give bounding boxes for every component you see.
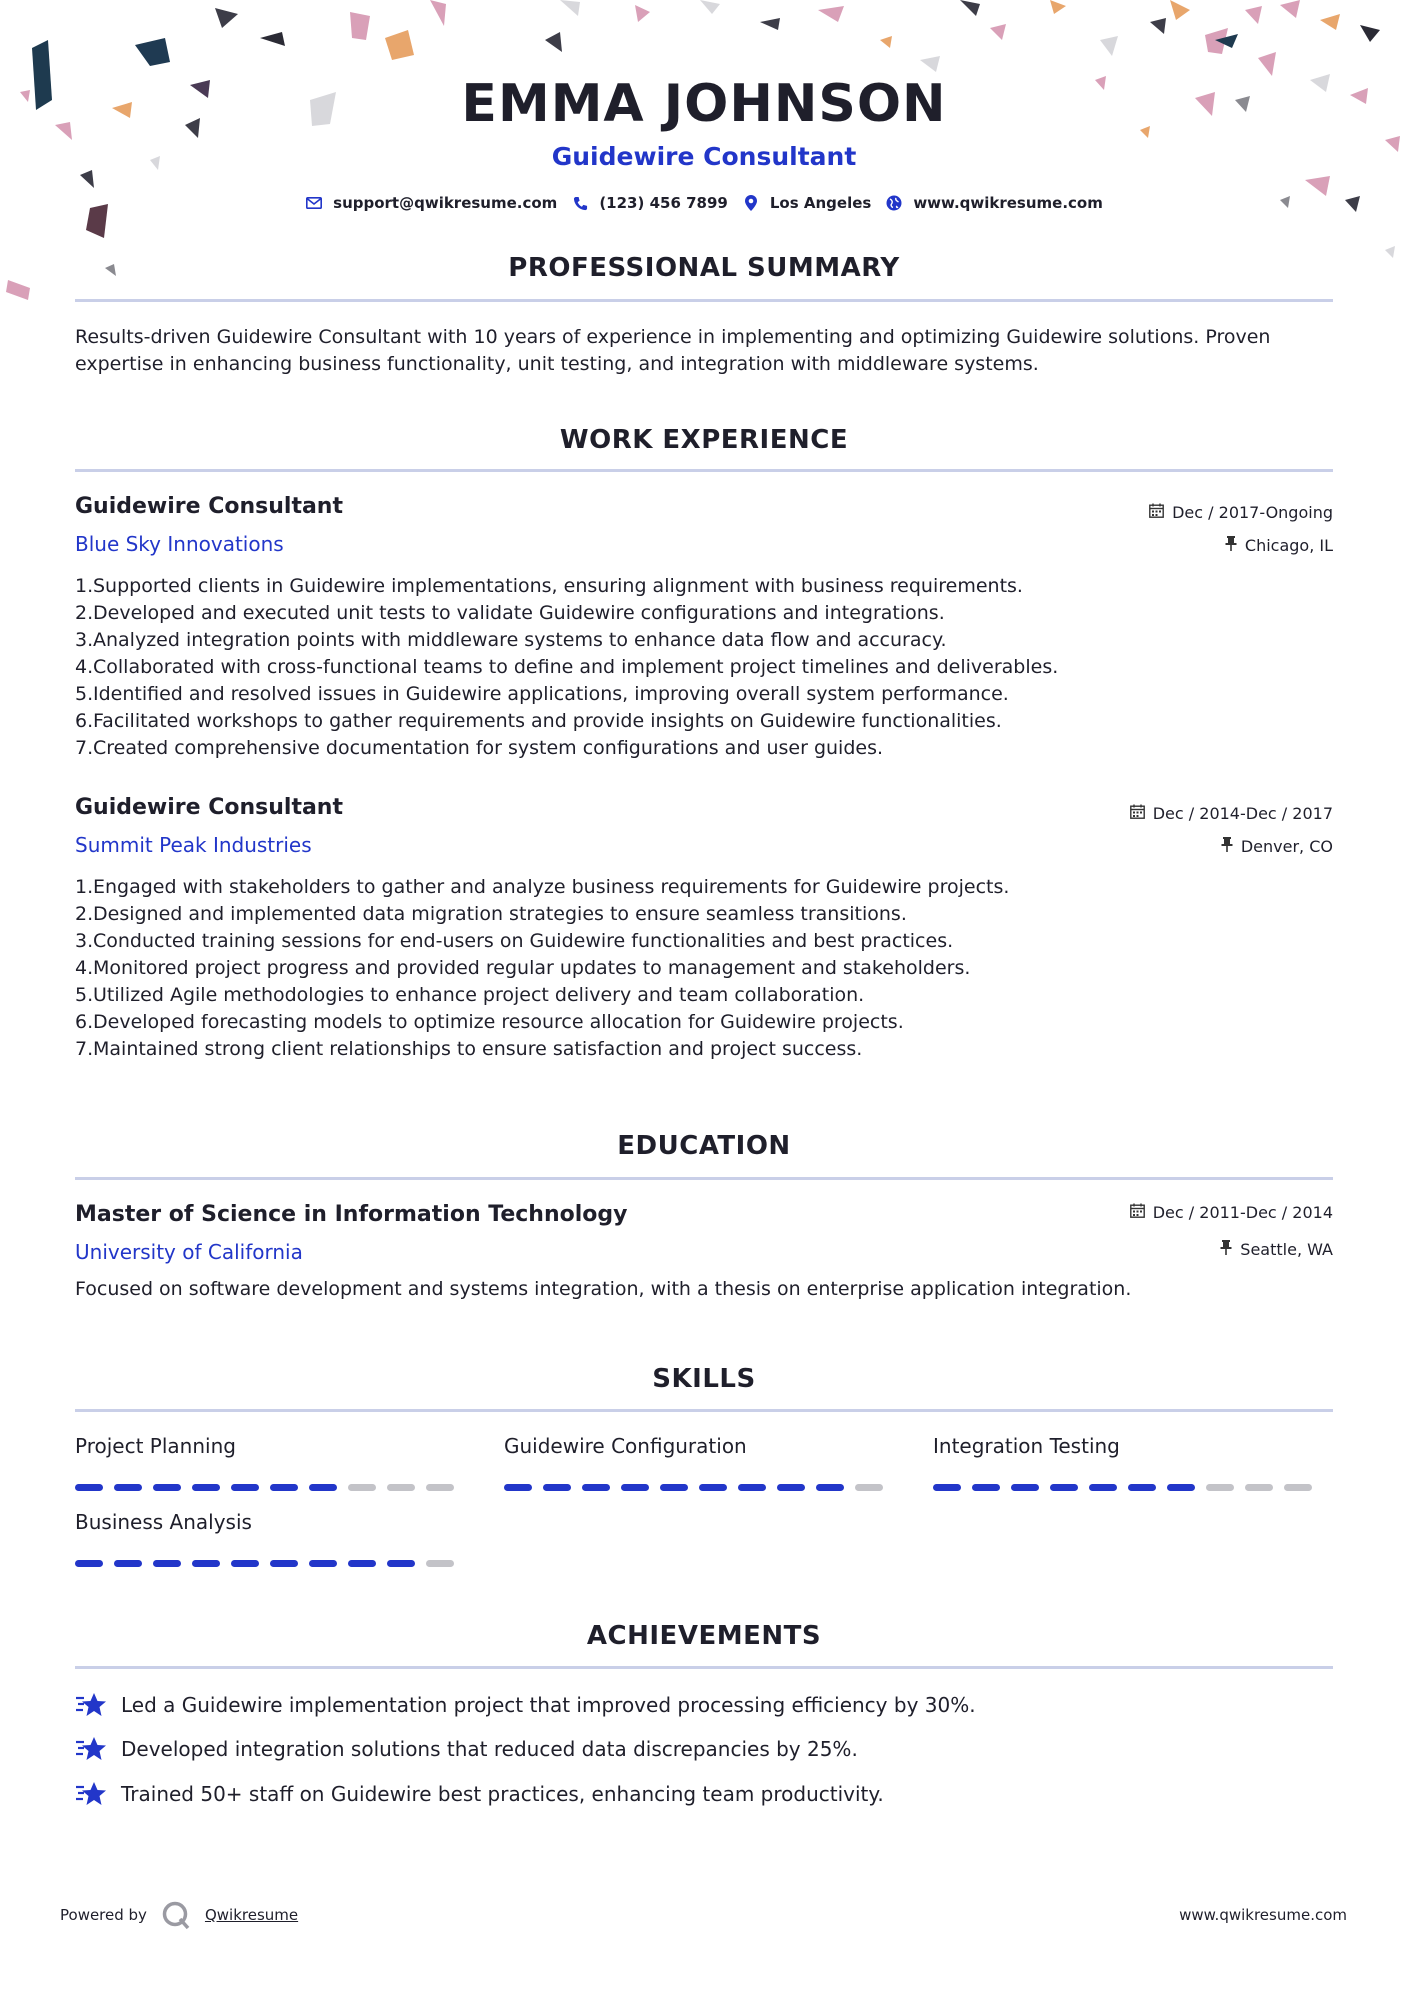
skill-level-bar xyxy=(75,1560,475,1567)
skill-segment-filled xyxy=(309,1560,337,1567)
calendar-icon xyxy=(1130,1203,1145,1222)
education-divider xyxy=(75,1177,1333,1180)
education-heading: EDUCATION xyxy=(617,1131,791,1161)
list-item: 6. Developed forecasting models to optimize resource allocation for Guidewire projects. xyxy=(75,1011,904,1033)
job-location-text: Denver, CO xyxy=(1240,837,1333,856)
job-responsibilities xyxy=(75,874,1333,1063)
school-name: University of California xyxy=(75,1240,303,1264)
skill-segment-filled xyxy=(933,1484,961,1491)
contact-website[interactable] xyxy=(885,194,1103,212)
map-pin-icon xyxy=(742,194,760,212)
achievement-text: Developed integration solutions that reduced data discrepancies by 25%. xyxy=(121,1737,858,1761)
skill-segment-filled xyxy=(114,1484,142,1491)
skill-segment-filled xyxy=(309,1484,337,1491)
skill-segment-filled xyxy=(270,1560,298,1567)
skill-segment-empty xyxy=(426,1560,454,1567)
star-icon xyxy=(75,1690,107,1720)
list-item: 2. Developed and executed unit tests to validate Guidewire configurations and integrations. xyxy=(75,602,945,624)
powered-by-label: Powered by xyxy=(60,1906,147,1924)
skill-item xyxy=(75,1509,475,1567)
skill-segment-empty xyxy=(387,1484,415,1491)
skill-segment-filled xyxy=(1011,1484,1039,1491)
skill-segment-empty xyxy=(855,1484,883,1491)
skill-segment-filled xyxy=(387,1560,415,1567)
skill-segment-filled xyxy=(1167,1484,1195,1491)
pushpin-icon xyxy=(1220,1240,1232,1259)
star-icon xyxy=(75,1779,107,1809)
candidate-title: Guidewire Consultant xyxy=(551,142,857,171)
list-item: 7. Created comprehensive documentation for system configurations and user guides. xyxy=(75,737,884,759)
summary-divider xyxy=(75,299,1333,302)
education-location-text: Seattle, WA xyxy=(1240,1240,1333,1259)
job-location xyxy=(1221,837,1333,856)
star-icon xyxy=(75,1734,107,1764)
list-item: 2. Designed and implemented data migration strategies to ensure seamless transitions. xyxy=(75,903,907,925)
achievements-divider xyxy=(75,1666,1333,1669)
job-company: Summit Peak Industries xyxy=(75,833,312,857)
skill-segment-filled xyxy=(777,1484,805,1491)
skill-segment-filled xyxy=(504,1484,532,1491)
skill-segment-filled xyxy=(1050,1484,1078,1491)
list-item: 7. Maintained strong client relationships to ensure satisfaction and project success. xyxy=(75,1038,863,1060)
contact-phone-text: (123) 456 7899 xyxy=(599,194,728,212)
calendar-icon xyxy=(1149,503,1164,522)
contact-website-text: www.qwikresume.com xyxy=(913,194,1103,212)
skill-segment-filled xyxy=(114,1560,142,1567)
skill-segment-filled xyxy=(582,1484,610,1491)
qwikresume-logo-icon xyxy=(161,1900,191,1930)
skill-segment-filled xyxy=(699,1484,727,1491)
skill-item xyxy=(504,1433,904,1491)
pushpin-icon xyxy=(1225,536,1237,555)
achievement-item xyxy=(75,1779,884,1809)
phone-icon xyxy=(571,194,589,212)
skill-segment-filled xyxy=(192,1560,220,1567)
achievement-item xyxy=(75,1690,976,1720)
skill-segment-empty xyxy=(1206,1484,1234,1491)
job-dates-text: Dec / 2014-Dec / 2017 xyxy=(1152,804,1333,823)
envelope-icon xyxy=(305,194,323,212)
skill-segment-filled xyxy=(153,1484,181,1491)
skill-segment-filled xyxy=(543,1484,571,1491)
list-item: 1. Supported clients in Guidewire implementations, ensuring alignment with business requirements. xyxy=(75,575,1023,597)
list-item: 5. Identified and resolved issues in Guidewire applications, improving overall system performance. xyxy=(75,683,1009,705)
list-item: 1. Engaged with stakeholders to gather and analyze business requirements for Guidewire projects. xyxy=(75,876,1010,898)
calendar-icon xyxy=(1130,804,1145,823)
skill-segment-filled xyxy=(1089,1484,1117,1491)
skill-name: Integration Testing xyxy=(933,1434,1120,1458)
experience-divider xyxy=(75,469,1333,472)
achievement-text: Led a Guidewire implementation project that improved processing efficiency by 30%. xyxy=(121,1693,976,1717)
qwikresume-link[interactable]: Qwikresume xyxy=(204,1906,299,1924)
skill-segment-filled xyxy=(660,1484,688,1491)
skill-segment-filled xyxy=(738,1484,766,1491)
job-title: Guidewire Consultant xyxy=(75,494,343,519)
footer-powered-by xyxy=(60,1900,298,1930)
education-dates xyxy=(1130,1203,1333,1222)
achievements-heading: ACHIEVEMENTS xyxy=(586,1621,822,1651)
education-location xyxy=(1220,1240,1333,1259)
summary-text: Results-driven Guidewire Consultant with 10 years of experience in implementing and optimizing Guidewire solutions. Proven expertise in enhancing business functionality, unit testing, and integration with middleware systems. xyxy=(75,326,1271,375)
skills-divider xyxy=(75,1409,1333,1412)
skill-segment-empty xyxy=(348,1484,376,1491)
job-dates xyxy=(1130,804,1333,823)
list-item: 6. Facilitated workshops to gather requirements and provide insights on Guidewire functionalities. xyxy=(75,710,1002,732)
skill-segment-filled xyxy=(1128,1484,1156,1491)
skill-segment-filled xyxy=(75,1560,103,1567)
contact-bar xyxy=(75,194,1333,212)
contact-email-text: support@qwikresume.com xyxy=(333,194,558,212)
job-company: Blue Sky Innovations xyxy=(75,532,284,556)
list-item: 3. Analyzed integration points with middleware systems to enhance data flow and accuracy. xyxy=(75,629,947,651)
skill-name: Business Analysis xyxy=(75,1510,252,1534)
experience-heading: WORK EXPERIENCE xyxy=(559,425,849,455)
summary-heading: PROFESSIONAL SUMMARY xyxy=(508,253,900,283)
pushpin-icon xyxy=(1221,837,1233,856)
skill-segment-filled xyxy=(270,1484,298,1491)
contact-location xyxy=(742,194,871,212)
skill-segment-filled xyxy=(231,1560,259,1567)
contact-location-text: Los Angeles xyxy=(769,194,872,212)
candidate-name: EMMA JOHNSON xyxy=(461,74,947,134)
job-location xyxy=(1225,536,1333,555)
education-dates-text: Dec / 2011-Dec / 2014 xyxy=(1152,1203,1333,1222)
job-title: Guidewire Consultant xyxy=(75,795,343,820)
skill-level-bar xyxy=(504,1484,904,1491)
list-item: 5. Utilized Agile methodologies to enhance project delivery and team collaboration. xyxy=(75,984,865,1006)
skill-segment-filled xyxy=(75,1484,103,1491)
contact-email[interactable] xyxy=(305,194,557,212)
skill-segment-empty xyxy=(1284,1484,1312,1491)
job-dates-text: Dec / 2017-Ongoing xyxy=(1172,503,1333,522)
skill-item xyxy=(933,1433,1333,1491)
skill-segment-filled xyxy=(231,1484,259,1491)
skill-item xyxy=(75,1433,475,1491)
resume-header xyxy=(75,70,1333,212)
list-item: 4. Collaborated with cross-functional teams to define and implement project timelines and deliverables. xyxy=(75,656,1059,678)
job-responsibilities xyxy=(75,573,1333,762)
footer-website[interactable]: www.qwikresume.com xyxy=(1179,1906,1347,1924)
skill-segment-filled xyxy=(816,1484,844,1491)
skill-name: Guidewire Configuration xyxy=(504,1434,747,1458)
job-location-text: Chicago, IL xyxy=(1244,536,1333,555)
list-item: 4. Monitored project progress and provided regular updates to management and stakeholders. xyxy=(75,957,971,979)
list-item: 3. Conducted training sessions for end-users on Guidewire functionalities and best practices. xyxy=(75,930,954,952)
skill-segment-filled xyxy=(153,1560,181,1567)
skill-segment-filled xyxy=(972,1484,1000,1491)
achievement-text: Trained 50+ staff on Guidewire best practices, enhancing team productivity. xyxy=(121,1782,884,1806)
achievement-item xyxy=(75,1734,858,1764)
skill-segment-empty xyxy=(1245,1484,1273,1491)
skill-name: Project Planning xyxy=(75,1434,236,1458)
globe-icon xyxy=(885,194,903,212)
job-dates xyxy=(1149,503,1333,522)
skills-heading: SKILLS xyxy=(652,1364,756,1394)
education-description: Focused on software development and systems integration, with a thesis on enterprise application integration. xyxy=(75,1278,1132,1300)
skill-segment-filled xyxy=(192,1484,220,1491)
skill-segment-empty xyxy=(426,1484,454,1491)
degree-title: Master of Science in Information Technology xyxy=(75,1202,628,1227)
skill-level-bar xyxy=(933,1484,1333,1491)
skill-segment-filled xyxy=(348,1560,376,1567)
contact-phone[interactable] xyxy=(571,194,728,212)
skill-level-bar xyxy=(75,1484,475,1491)
skill-segment-filled xyxy=(621,1484,649,1491)
